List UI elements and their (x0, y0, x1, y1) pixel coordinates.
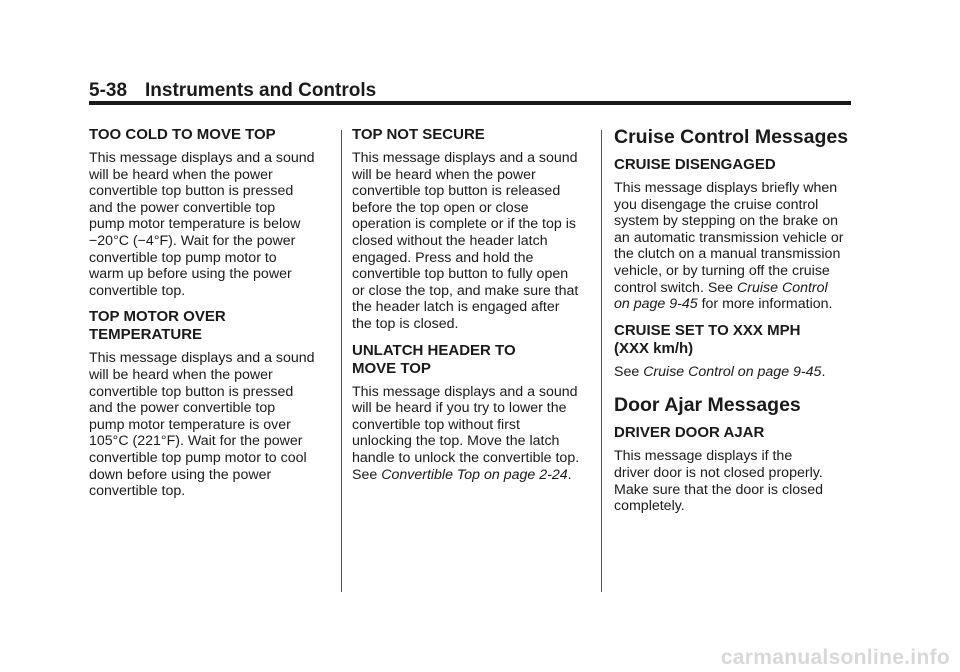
cross-reference-link[interactable]: on page 9-45 (614, 296, 698, 313)
heading-too-cold: TOO COLD TO MOVE TOP (89, 126, 276, 143)
text-line: convertible top pump motor to cool (89, 449, 307, 466)
text-fragment: for more information. (697, 296, 833, 313)
text-line: convertible top without first (352, 416, 520, 433)
text-line (352, 467, 592, 484)
watermark: carmanualsonline.info (720, 646, 950, 669)
heading-line: (XXX km/h) (614, 339, 694, 357)
paragraph-motor-over-temp (89, 350, 334, 499)
period: . (567, 466, 572, 483)
text-line: will be heard if you try to lower the (352, 400, 567, 417)
section-title-door-ajar: Door Ajar Messages (614, 394, 801, 417)
text-line: convertible top button is pressed (89, 183, 294, 200)
text-line: This message displays and a sound (89, 350, 315, 367)
text-line: Make sure that the door is closed (614, 481, 823, 498)
paragraph-too-cold (89, 150, 334, 299)
heading-line: UNLATCH HEADER TO (352, 341, 516, 359)
text-line: before the top open or close (352, 199, 529, 216)
paragraph-top-not-secure (352, 150, 592, 333)
column-2 (352, 126, 592, 483)
text-line: will be heard when the power (352, 166, 536, 183)
heading-cruise-disengaged: CRUISE DISENGAGED (614, 156, 776, 173)
text-line: This message displays if the (614, 448, 793, 465)
text-line: the clutch on a manual transmission (614, 246, 841, 263)
text-line: or close the top, and make sure that (352, 282, 579, 299)
text-line: handle to unlock the convertible top. (352, 449, 580, 466)
text-line (614, 364, 854, 381)
text-line: the header latch is engaged after (352, 299, 560, 316)
text-line: and the power convertible top (89, 199, 276, 216)
header-rule (89, 101, 851, 105)
text-line: warm up before using the power (89, 266, 292, 283)
page-number: 5-38 (89, 80, 128, 101)
text-line: This message displays and a sound (352, 150, 578, 166)
paragraph-unlatch-header (352, 384, 592, 484)
text-line: you disengage the cruise control (614, 196, 819, 213)
text-line (614, 296, 854, 313)
period: . (821, 363, 826, 380)
paragraph-cruise-disengaged (614, 180, 854, 313)
text-line: 105°C (221°F). Wait for the power (89, 433, 303, 450)
text-line: and the power convertible top (89, 400, 276, 417)
page-header (89, 80, 851, 102)
text-line: closed without the header latch (352, 232, 548, 249)
text-line: convertible top pump motor to (89, 249, 277, 266)
text-line: will be heard when the power (89, 366, 273, 383)
cross-reference-link[interactable]: Cruise Control on page 9-45 (643, 363, 822, 380)
column-1 (89, 126, 334, 500)
text-line: an automatic transmission vehicle or (614, 229, 844, 246)
heading-line: TEMPERATURE (89, 326, 203, 344)
text-line: convertible top button is pressed (89, 383, 294, 400)
text-line: This message displays and a sound (352, 383, 578, 400)
text-line: the top is closed. (352, 315, 459, 332)
section-title: Instruments and Controls (145, 80, 377, 101)
heading-line: CRUISE SET TO XXX MPH (614, 321, 801, 339)
text-line: This message displays and a sound (89, 150, 315, 166)
heading-line: MOVE TOP (352, 359, 431, 377)
column-divider (601, 130, 602, 592)
section-title-cruise: Cruise Control Messages (614, 126, 849, 148)
text-line: −20°C (−4°F). Wait for the power (89, 232, 296, 249)
text-line: unlocking the top. Move the latch (352, 433, 560, 450)
text-line: completely. (614, 498, 685, 515)
text-line: convertible top. (89, 282, 186, 299)
see-label: See (352, 466, 378, 483)
text-line: pump motor temperature is below (89, 216, 301, 233)
text-line: This message displays briefly when (614, 180, 838, 196)
text-line: pump motor temperature is over (89, 416, 291, 433)
text-line: down before using the power (89, 466, 272, 483)
heading-top-not-secure: TOP NOT SECURE (352, 126, 485, 143)
paragraph-driver-door-ajar (614, 448, 854, 514)
column-divider (341, 130, 342, 592)
heading-cruise-set (614, 322, 854, 358)
text-line: convertible top button is released (352, 183, 561, 200)
text-line: convertible top button to fully open (352, 266, 569, 283)
column-3 (614, 126, 854, 515)
see-label: See (614, 363, 644, 380)
paragraph-cruise-set (614, 364, 854, 381)
text-line: will be heard when the power (89, 166, 273, 183)
text-line: convertible top. (89, 483, 186, 500)
text-fragment: control switch. See (614, 279, 738, 296)
heading-driver-door-ajar: DRIVER DOOR AJAR (614, 424, 765, 442)
cross-reference-link[interactable]: Cruise Control (737, 279, 828, 296)
heading-motor-over-temp (89, 308, 334, 344)
text-line: vehicle, or by turning off the cruise (614, 262, 830, 279)
text-line: driver door is not closed properly. (614, 464, 823, 481)
text-line: operation is complete or if the top is (352, 216, 576, 233)
text-line: engaged. Press and hold the (352, 249, 534, 266)
heading-unlatch-header (352, 342, 592, 378)
text-line: system by stepping on the brake on (614, 213, 838, 230)
heading-line: TOP MOTOR OVER (89, 308, 226, 326)
text-line (614, 280, 854, 297)
cross-reference-link[interactable]: Convertible Top on page 2-24 (381, 466, 568, 483)
